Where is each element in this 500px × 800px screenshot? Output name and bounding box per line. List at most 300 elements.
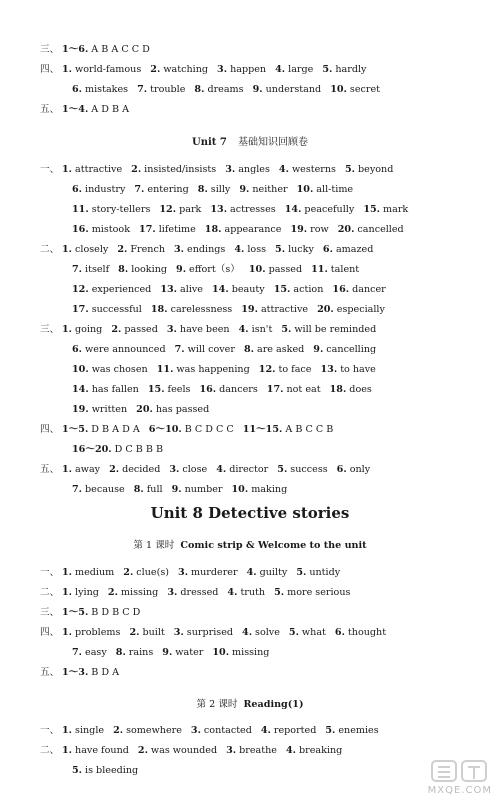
answer-item	[338, 224, 404, 235]
answer-number: 10.	[231, 484, 249, 495]
answer-number: 13.	[210, 204, 228, 215]
answer-item	[62, 164, 122, 175]
answer-items	[62, 44, 159, 56]
answer-text: beauty	[231, 284, 265, 295]
answer-text: missing	[232, 647, 270, 658]
answer-number: 1～5.	[62, 424, 89, 435]
answer-item	[320, 364, 375, 375]
answer-number: 6.	[336, 464, 347, 475]
answer-number: 4.	[275, 64, 286, 75]
answer-number: 10.	[212, 647, 230, 658]
answer-text: somewhere	[126, 725, 182, 736]
question-group-label: 二、	[40, 745, 60, 756]
answer-text: French	[130, 244, 165, 255]
question-group-label: 一、	[40, 567, 60, 578]
answer-text: making	[251, 484, 288, 495]
answer-number: 4.	[238, 324, 249, 335]
answer-item	[296, 567, 340, 578]
answer-number: 1～6.	[62, 44, 89, 55]
answer-text: clue(s)	[136, 567, 170, 578]
answer-item	[123, 567, 169, 578]
answer-number: 20.	[337, 224, 355, 235]
answer-number: 4.	[285, 745, 296, 756]
answer-items	[72, 384, 381, 396]
answer-item	[286, 745, 342, 756]
answer-item	[111, 324, 158, 335]
answer-item	[118, 264, 167, 275]
lesson1-en: Comic strip & Welcome to the unit	[180, 540, 367, 551]
answer-item	[226, 745, 277, 756]
answer-item	[175, 344, 235, 355]
answer-item	[261, 725, 316, 736]
answer-item	[290, 224, 328, 235]
lesson1-title	[0, 537, 500, 551]
answer-items	[62, 424, 342, 436]
answer-item	[116, 647, 154, 658]
answer-number: 8.	[243, 344, 254, 355]
answer-items	[72, 484, 296, 496]
answer-text: mark	[383, 204, 409, 215]
answer-item	[274, 587, 350, 598]
answer-text: understand	[265, 84, 322, 95]
answer-number: 4.	[227, 587, 238, 598]
answer-number: 16.	[332, 284, 350, 295]
answer-text: more serious	[287, 587, 351, 598]
answer-item	[330, 84, 380, 95]
answer-text: missing	[120, 587, 159, 598]
answer-item	[72, 184, 125, 195]
answer-items	[72, 224, 413, 236]
unit8-title: Unit 8 Detective stories	[150, 504, 350, 522]
answer-items	[72, 364, 385, 376]
answer-number: 6.	[334, 627, 345, 638]
answer-text: appearance	[224, 224, 282, 235]
answer-text: closely	[75, 244, 109, 255]
answer-item	[72, 204, 150, 215]
answer-text: watching	[163, 64, 209, 75]
answer-items	[62, 745, 351, 757]
answer-text: experienced	[91, 284, 152, 295]
answer-number: 2.	[113, 725, 124, 736]
answer-number: 12.	[159, 204, 177, 215]
answer-items	[72, 765, 147, 777]
answer-number: 2.	[109, 464, 120, 475]
answer-number: 3.	[173, 627, 184, 638]
answer-item	[72, 765, 138, 776]
answer-item	[212, 647, 269, 658]
answer-number: 13.	[320, 364, 338, 375]
answer-item	[289, 627, 326, 638]
answer-item	[72, 304, 142, 315]
answer-item	[176, 264, 240, 275]
answer-number: 8.	[133, 484, 144, 495]
answer-item	[72, 364, 148, 375]
answer-text: A B A C C D	[91, 44, 150, 55]
answer-item	[205, 224, 282, 235]
answer-number: 17.	[139, 224, 156, 235]
answer-number: 10.	[330, 84, 347, 95]
answer-item	[62, 424, 140, 435]
question-group-label: 三、	[40, 607, 60, 618]
answer-text: world-famous	[75, 64, 142, 75]
answer-item	[279, 164, 336, 175]
answer-number: 1.	[62, 164, 73, 175]
answer-text: B D B C D	[91, 607, 141, 618]
answer-text: going	[75, 324, 103, 335]
answer-number: 18.	[150, 304, 168, 315]
answer-item	[332, 284, 385, 295]
answer-text: does	[349, 384, 372, 395]
answer-text: reported	[273, 725, 317, 736]
answer-text: alive	[180, 284, 203, 295]
answer-item	[72, 264, 109, 275]
answer-text: to face	[278, 364, 312, 375]
answer-text: mistakes	[85, 84, 129, 95]
question-group-label: 四、	[40, 424, 60, 435]
answer-items	[72, 184, 362, 196]
answer-text: A B C C B	[285, 424, 334, 435]
answer-item	[108, 587, 158, 598]
answer-text: success	[290, 464, 328, 475]
answer-number: 5.	[296, 567, 307, 578]
answer-text: talent	[330, 264, 360, 275]
answer-text: what	[301, 627, 326, 638]
answer-number: 1～4.	[62, 104, 89, 115]
answer-text: entering	[147, 184, 189, 195]
answer-number: 9.	[252, 84, 263, 95]
answer-items	[62, 464, 379, 476]
answer-number: 1.	[62, 464, 73, 475]
answer-number: 7.	[72, 264, 83, 275]
answer-number: 9.	[239, 184, 250, 195]
answer-text: amazed	[335, 244, 374, 255]
question-group-label: 五、	[40, 464, 60, 475]
answer-text: lucky	[288, 244, 314, 255]
answer-items	[62, 567, 349, 579]
answer-text: will cover	[187, 344, 235, 355]
answer-number: 4.	[278, 164, 289, 175]
answer-item	[137, 84, 185, 95]
answer-items	[62, 725, 388, 737]
unit7-label: Unit 7	[191, 137, 227, 148]
answer-item	[239, 324, 273, 335]
answer-item	[169, 464, 207, 475]
question-group-label: 二、	[40, 244, 60, 255]
answer-number: 2.	[129, 627, 140, 638]
answer-items	[72, 444, 172, 456]
answer-number: 11.	[156, 364, 174, 375]
answer-number: 2.	[131, 164, 142, 175]
answer-text: secret	[349, 84, 380, 95]
answer-text: carelessness	[170, 304, 233, 315]
answer-number: 6.	[72, 84, 83, 95]
answer-text: water	[175, 647, 204, 658]
answer-text: surprised	[186, 627, 234, 638]
answer-text: easy	[85, 647, 107, 658]
answer-text: rains	[128, 647, 154, 658]
answer-number: 19.	[241, 304, 258, 315]
answer-items	[62, 164, 402, 176]
answer-item	[139, 224, 196, 235]
answer-item	[311, 264, 359, 275]
answer-item	[363, 204, 408, 215]
answer-number: 17.	[266, 384, 284, 395]
answer-text: action	[293, 284, 324, 295]
answer-number: 3.	[178, 567, 189, 578]
answer-number: 3.	[217, 64, 228, 75]
answer-text: has passed	[155, 404, 210, 415]
answer-text: all-time	[316, 184, 354, 195]
answer-text: breathe	[239, 745, 277, 756]
answer-item	[232, 484, 288, 495]
lesson2-title	[0, 696, 500, 710]
answer-number: 2.	[107, 587, 118, 598]
answer-item	[244, 344, 304, 355]
answer-number: 3.	[225, 164, 236, 175]
answer-number: 5.	[281, 324, 292, 335]
answer-items	[62, 324, 385, 336]
question-group-label: 三、	[40, 324, 60, 335]
answer-text: cancelled	[357, 224, 404, 235]
answer-number: 16.	[72, 224, 89, 235]
watermark-text: MXQE.COM	[427, 785, 492, 796]
answer-number: 13.	[160, 284, 178, 295]
answer-item	[281, 324, 376, 335]
answer-item	[325, 725, 378, 736]
answer-text: medium	[75, 567, 115, 578]
answer-item	[313, 344, 376, 355]
answer-item	[72, 344, 166, 355]
answer-number: 1.	[62, 745, 73, 756]
answer-item	[174, 627, 233, 638]
answer-text: number	[184, 484, 223, 495]
answer-text: have been	[179, 324, 230, 335]
answer-number: 7.	[72, 484, 83, 495]
answer-number: 10.	[72, 364, 89, 375]
answer-number: 19.	[290, 224, 308, 235]
answer-items	[72, 284, 395, 296]
answer-item	[225, 164, 270, 175]
answer-text: have found	[75, 745, 129, 756]
answer-text: looking	[131, 264, 168, 275]
answer-text: endings	[187, 244, 226, 255]
answer-text: westerns	[291, 164, 336, 175]
lesson1-cn: 第 1 课时	[133, 540, 175, 551]
answer-number: 7.	[134, 184, 145, 195]
answer-text: only	[349, 464, 371, 475]
answer-text: passed	[124, 324, 158, 335]
answer-number: 11.	[72, 204, 89, 215]
answer-item	[242, 627, 280, 638]
answer-items	[62, 64, 375, 76]
answer-text: lying	[75, 587, 99, 598]
question-group-label: 二、	[40, 587, 60, 598]
answer-item	[241, 304, 308, 315]
answer-number: 1～5.	[62, 607, 89, 618]
answer-number: 5.	[322, 64, 333, 75]
answer-item	[62, 324, 102, 335]
answer-text: effort（s）	[189, 264, 240, 275]
answer-item	[191, 725, 252, 736]
answer-item	[149, 424, 234, 435]
answer-text: built	[142, 627, 165, 638]
answer-text: thought	[347, 627, 387, 638]
answer-item	[247, 567, 288, 578]
answer-text: not eat	[286, 384, 321, 395]
answer-item	[117, 244, 165, 255]
answer-text: row	[310, 224, 329, 235]
answer-text: actresses	[230, 204, 276, 215]
answer-text: attractive	[75, 164, 123, 175]
answer-item	[62, 44, 150, 55]
answer-item	[253, 84, 322, 95]
answer-number: 9.	[171, 484, 182, 495]
answer-number: 12.	[258, 364, 276, 375]
answer-item	[109, 464, 160, 475]
answer-item	[160, 284, 203, 295]
answer-item	[239, 184, 287, 195]
answer-number: 5.	[277, 464, 288, 475]
lesson2-en: Reading(1)	[243, 699, 304, 710]
answer-number: 11～15.	[242, 424, 283, 435]
answer-text: dressed	[180, 587, 219, 598]
answer-text: full	[146, 484, 163, 495]
answer-item	[62, 64, 141, 75]
answer-item	[136, 404, 209, 415]
answer-item	[159, 204, 201, 215]
answer-number: 15.	[363, 204, 381, 215]
answer-number: 1.	[62, 587, 73, 598]
answer-number: 1.	[62, 627, 73, 638]
answer-number: 8.	[197, 184, 208, 195]
answer-text: solve	[255, 627, 280, 638]
answer-number: 1.	[62, 567, 73, 578]
answer-item	[72, 384, 139, 395]
answer-item	[157, 364, 250, 375]
answer-item	[62, 244, 108, 255]
answer-text: attractive	[260, 304, 309, 315]
answer-item	[62, 607, 140, 618]
answer-item	[113, 725, 182, 736]
answer-number: 7.	[174, 344, 185, 355]
answer-text: D B A D A	[91, 424, 140, 435]
answer-number: 14.	[284, 204, 302, 215]
answer-text: large	[288, 64, 314, 75]
answer-text: lifetime	[158, 224, 196, 235]
answer-item	[129, 627, 164, 638]
answer-number: 16～20.	[72, 444, 112, 455]
answer-item	[275, 244, 314, 255]
answer-item	[227, 587, 265, 598]
answer-text: peacefully	[304, 204, 355, 215]
answer-number: 6.	[72, 344, 83, 355]
answer-item	[72, 84, 128, 95]
answer-number: 12.	[72, 284, 89, 295]
answer-number: 9.	[313, 344, 324, 355]
answer-item	[62, 745, 129, 756]
answer-items	[72, 204, 417, 216]
answer-number: 1.	[62, 324, 73, 335]
answer-item	[72, 224, 130, 235]
answer-text: guilty	[259, 567, 288, 578]
answer-items	[72, 404, 218, 416]
answer-text: D C B B B	[114, 444, 164, 455]
answer-number: 5.	[275, 244, 286, 255]
answer-text: A D B A	[91, 104, 130, 115]
answer-number: 15.	[147, 384, 165, 395]
answer-item	[274, 284, 324, 295]
question-group-label: 四、	[40, 627, 60, 638]
answer-text: director	[229, 464, 269, 475]
answer-number: 11.	[311, 264, 328, 275]
answer-text: hardly	[335, 64, 367, 75]
answer-item	[72, 484, 125, 495]
answer-item	[62, 587, 99, 598]
answer-items	[62, 244, 382, 256]
answer-text: insisted/insists	[144, 164, 217, 175]
answer-text: breaking	[299, 745, 343, 756]
answer-item	[62, 667, 119, 678]
answer-number: 6.	[72, 184, 83, 195]
answer-number: 14.	[212, 284, 229, 295]
answer-text: isn't	[251, 324, 273, 335]
answer-number: 4.	[216, 464, 227, 475]
answer-items	[62, 587, 359, 599]
answer-number: 3.	[167, 587, 178, 598]
watermark-logo	[410, 758, 494, 796]
answer-item	[138, 745, 217, 756]
answer-text: trouble	[150, 84, 186, 95]
answer-item	[285, 204, 355, 215]
answer-text: passed	[268, 264, 303, 275]
answer-number: 1.	[62, 64, 73, 75]
answer-number: 16.	[199, 384, 217, 395]
question-group-label: 一、	[40, 164, 60, 175]
answer-item	[322, 64, 366, 75]
answer-text: were announced	[85, 344, 166, 355]
answer-number: 3.	[174, 244, 185, 255]
answer-item	[72, 404, 127, 415]
answer-text: cancelling	[326, 344, 377, 355]
answer-text: away	[75, 464, 101, 475]
answer-number: 20.	[136, 404, 153, 415]
answer-number: 2.	[117, 244, 128, 255]
answer-number: 1.	[62, 244, 73, 255]
answer-text: dreams	[207, 84, 244, 95]
answer-item	[62, 725, 104, 736]
question-group-label: 五、	[40, 104, 60, 115]
answer-item	[323, 244, 373, 255]
answer-number: 6.	[322, 244, 333, 255]
answer-number: 3.	[226, 745, 237, 756]
answer-item	[217, 64, 266, 75]
answer-item	[72, 647, 107, 658]
answer-item	[178, 567, 238, 578]
answer-number: 17.	[72, 304, 89, 315]
answer-item	[234, 244, 266, 255]
answer-text: especially	[336, 304, 385, 315]
answer-number: 7.	[137, 84, 148, 95]
answer-number: 5.	[288, 627, 299, 638]
answer-text: contacted	[203, 725, 252, 736]
answer-text: angles	[238, 164, 270, 175]
answer-number: 8.	[194, 84, 205, 95]
question-group-label: 一、	[40, 725, 60, 736]
answer-number: 18.	[329, 384, 347, 395]
answer-text: is bleeding	[85, 765, 139, 776]
answer-text: B D A	[91, 667, 120, 678]
answer-items	[62, 667, 128, 679]
